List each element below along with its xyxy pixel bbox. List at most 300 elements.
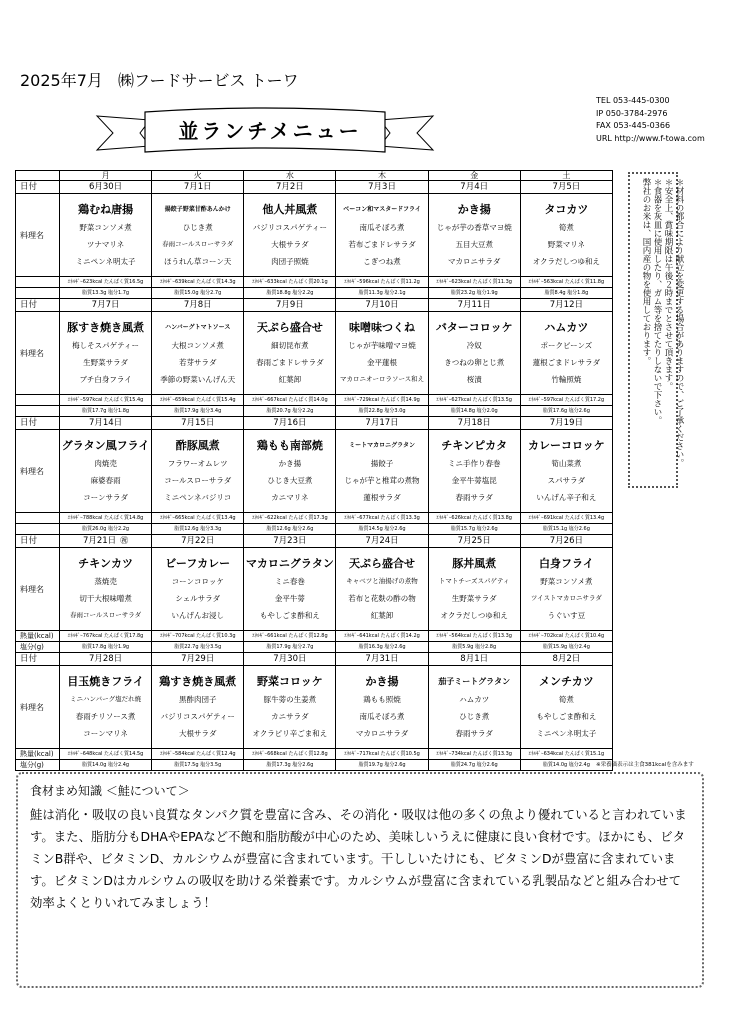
main-dish: かき揚 [365,675,399,688]
side-dish: 五目大豆煮 [455,240,493,249]
date-text: 7月7日 [91,300,120,310]
side-dish: カニサラダ [271,712,309,721]
main-dish: 酢豚風煮 [175,439,220,452]
side-dish: ミニペンネバジリコ [164,493,232,502]
date-cell [152,653,244,666]
company-name: ㈱フードサービス トーワ [118,71,299,90]
energy-row [16,395,613,406]
main-dish: 天ぷら盛合せ [256,321,323,334]
main-dish: 他人丼風煮 [262,203,318,216]
menu-label: 料理名 [16,548,60,631]
side-dish: キャベツと油揚げの煮物 [346,577,418,585]
menu-cell [336,312,428,395]
main-dish: 味噌味つくね [349,321,416,334]
side-dish: 春雨サラダ [455,729,493,738]
side-dish: 春雨コールスローサラダ [162,240,234,248]
menu-cell [520,430,612,513]
date-cell [428,535,520,548]
main-dish: 豚丼風煮 [452,557,497,570]
energy-cell: ｴﾈﾙｷﾞｰ665kcal たんぱく質13.4g [152,513,244,524]
side-dish: 春雨サラダ [455,493,493,502]
menu-cell [244,548,336,631]
energy-cell: ｴﾈﾙｷﾞｰ667kcal たんぱく質14.0g [244,395,336,406]
date-cell [520,535,612,548]
date-label: 日付 [16,299,60,312]
side-dish: 若布ごまドレサラダ [348,240,416,249]
side-dish: 蓮根サラダ [363,493,401,502]
side-dish: 春雨ごまドレサラダ [256,358,324,367]
side-dish: 肉焼売 [94,459,117,468]
main-dish: 揚餃子野菜甘酢あんかけ [164,206,231,213]
side-dish: 冷奴 [466,341,482,350]
energy-cell: ｴﾈﾙｷﾞｰ659kcal たんぱく質15.4g [152,395,244,406]
date-text: 7月12日 [549,300,583,310]
energy-row [16,631,613,642]
weekday-cell: 月 [60,171,152,181]
menu-cell [520,194,612,277]
menu-cell [152,548,244,631]
side-dish: 梅しそスパゲティー [72,341,140,350]
menu-cell [60,666,152,749]
side-dish: 南瓜そぼろ煮 [359,223,405,232]
salt-cell: 脂質19.7g 塩分2.6g [336,760,428,771]
side-dish: ツナマリネ [86,240,125,249]
energy-cell: ｴﾈﾙｷﾞｰ729kcal たんぱく質14.9g [336,395,428,406]
menu-cell [152,430,244,513]
salt-cell: 脂質23.2g 塩分1.9g [428,288,520,299]
side-dish: ひじき大豆煮 [267,476,313,485]
date-label: 日付 [16,535,60,548]
energy-cell: ｴﾈﾙｷﾞｰ702kcal たんぱく質10.4g [520,631,612,642]
salt-cell: 脂質14.0g 塩分2.4g [520,760,612,771]
side-dish: シェルサラダ [175,594,221,603]
date-cell [336,653,428,666]
main-dish: カレーコロッケ [528,439,605,452]
menu-label: 料理名 [16,666,60,749]
header-date: 2025年7月 [20,71,103,90]
date-cell [336,299,428,312]
side-dish: オクラだしつゆ和え [440,611,508,620]
side-dish: ミニペンネ明太子 [75,257,136,266]
energy-row [16,749,613,760]
date-text: 7月9日 [275,300,304,310]
energy-label [16,277,60,288]
main-dish: チキンピカタ [441,439,508,452]
date-text: 7月15日 [181,418,215,428]
energy-cell: ｴﾈﾙｷﾞｰ634kcal たんぱく質15.1g [520,749,612,760]
menu-cell [520,548,612,631]
date-cell [244,653,336,666]
menu-table [15,170,613,771]
date-text: 7月3日 [368,182,396,192]
salt-cell: 脂質13.3g 塩分1.7g [60,288,152,299]
main-dish: ビーフカレー [165,557,231,570]
date-cell [428,299,520,312]
menu-cell [152,194,244,277]
side-dish: 切干大根味噌煮 [79,594,132,603]
energy-cell: ｴﾈﾙｷﾞｰ563kcal たんぱく質11.8g [520,277,612,288]
side-dish: コーンコロッケ [171,577,224,586]
salt-cell: 脂質17.9g 塩分3.4g [152,406,244,417]
main-dish: 鶏もも南部焼 [256,439,323,452]
side-dish: じゃが芋味噌マヨ焼 [348,341,416,350]
salt-cell: 脂質15.9g 塩分2.4g [520,642,612,653]
energy-cell: ｴﾈﾙｷﾞｰ668kcal たんぱく質12.8g [244,749,336,760]
menu-cell [336,194,428,277]
side-dish: コールスローサラダ [164,476,232,485]
date-cell [152,535,244,548]
salt-cell: 脂質17.5g 塩分3.5g [152,760,244,771]
date-cell [60,299,152,312]
side-dish: トマトチーズスパゲティ [438,577,510,585]
side-dish: きつねの卵とじ煮 [444,358,505,367]
menu-cell [520,312,612,395]
date-text: 7月26日 [549,536,583,546]
main-dish: ミートマカロニグラタン [349,442,416,449]
side-dish: もやしごま酢和え [536,712,597,721]
salt-cell: 脂質20.7g 塩分2.2g [244,406,336,417]
date-text: 7月25日 [457,536,491,546]
side-dish: 紅葉卸 [278,375,302,384]
salt-cell: 脂質14.0g 塩分2.4g [60,760,152,771]
menu-row [16,548,613,631]
menu-cell [428,194,520,277]
salt-cell: 脂質24.7g 塩分2.6g [428,760,520,771]
side-dish: ほうれん草コーン天 [164,257,232,266]
side-dish: ツイストマカロニサラダ [530,594,602,602]
date-row [16,417,613,430]
salt-cell: 脂質17.7g 塩分1.8g [60,406,152,417]
energy-row [16,513,613,524]
side-dish: マカロニサラダ [355,729,409,738]
date-cell [520,417,612,430]
energy-cell: ｴﾈﾙｷﾞｰ767kcal たんぱく質17.8g [60,631,152,642]
menu-cell [244,312,336,395]
energy-cell: ｴﾈﾙｷﾞｰ641kcal たんぱく質14.2g [336,631,428,642]
date-text: 7月22日 [181,536,215,546]
salt-row [16,406,613,417]
date-text: 7月10日 [365,300,399,310]
menu-cell [60,194,152,277]
energy-cell: ｴﾈﾙｷﾞｰ691kcal たんぱく質13.4g [520,513,612,524]
menu-cell [152,312,244,395]
salt-row [16,642,613,653]
energy-cell: ｴﾈﾙｷﾞｰ627kcal たんぱく質13.5g [428,395,520,406]
menu-cell [428,430,520,513]
menu-cell [428,312,520,395]
date-cell [60,653,152,666]
date-label: 日付 [16,181,60,194]
energy-cell: ｴﾈﾙｷﾞｰ622kcal たんぱく質17.3g [244,513,336,524]
side-dish: 大根コンソメ煮 [171,341,224,350]
side-dish: 桜漬 [466,375,482,384]
date-text: 7月16日 [273,418,307,428]
date-text: 7月2日 [275,182,304,192]
menu-row [16,666,613,749]
date-row [16,653,613,666]
energy-cell: ｴﾈﾙｷﾞｰ626kcal たんぱく質13.8g [428,513,520,524]
menu-cell [244,430,336,513]
date-cell [428,653,520,666]
menu-label: 料理名 [16,194,60,277]
side-dish: オクラだしつゆ和え [532,257,601,266]
salt-cell: 脂質17.9g 塩分2.7g [244,642,336,653]
side-dish: 竹輪照焼 [551,375,582,384]
menu-label: 料理名 [16,312,60,395]
side-dish: ブチ白身フライ [79,375,132,384]
salt-cell: 脂質15.7g 塩分2.6g [428,524,520,535]
date-cell [428,181,520,194]
side-dish: ミニ手作り春巻 [447,459,501,468]
date-text: 7月5日 [552,182,581,192]
date-cell [428,417,520,430]
menu-cell [152,666,244,749]
energy-cell: ｴﾈﾙｷﾞｰ584kcal たんぱく質12.4g [152,749,244,760]
main-dish: バターコロッケ [435,321,513,334]
side-dish: コーンサラダ [83,493,128,502]
salt-cell: 脂質22.7g 塩分3.5g [152,642,244,653]
energy-cell: ｴﾈﾙｷﾞｰ597kcal たんぱく質17.2g [520,395,612,406]
date-text: 7月8日 [183,300,212,310]
menu-row [16,312,613,395]
side-dish: 蓮根ごまドレサラダ [532,358,601,367]
salt-cell: 脂質12.6g 塩分3.3g [152,524,244,535]
side-dish: 金平牛蒡塩昆 [451,476,497,485]
date-text: 7月30日 [273,654,307,664]
weekday-row [16,171,613,181]
side-dish: うぐいす豆 [547,611,586,620]
salt-cell: 脂質22.8g 塩分3.0g [336,406,428,417]
side-dish: 野菜マリネ [547,240,586,249]
salt-cell: 脂質12.6g 塩分2.6g [244,524,336,535]
salt-label: 塩分(g) [16,760,60,771]
date-text: 7月18日 [457,418,491,428]
energy-label [16,395,60,406]
date-label: 日付 [16,653,60,666]
date-cell [336,535,428,548]
main-dish: ハムカツ [544,321,589,334]
date-cell [60,417,152,430]
salt-row [16,524,613,535]
date-text: 8月2日 [552,654,581,664]
corner-cell [16,171,60,181]
date-text: 8月1日 [460,654,489,664]
side-dish: 大根サラダ [271,240,309,249]
salt-cell: 脂質5.9g 塩分2.8g [428,642,520,653]
date-row [16,299,613,312]
contact-block [596,95,705,145]
menu-cell [60,312,152,395]
energy-cell: ｴﾈﾙｷﾞｰ661kcal たんぱく質12.8g [244,631,336,642]
contact-ip: IP 050-3784-2976 [596,108,668,118]
side-dish: 筍煮 [558,695,574,704]
menu-cell [428,548,520,631]
side-dish: 蒸焼売 [94,577,117,586]
side-dish: コーンマリネ [83,729,128,738]
salt-cell: 脂質8.4g 塩分1.8g [520,288,612,299]
main-dish: ベーコン和マスタードフライ [343,206,421,213]
date-text: 7月29日 [181,654,215,664]
date-row [16,181,613,194]
menu-cell [428,666,520,749]
side-dish: 生野菜サラダ [83,358,129,367]
main-dish: 茄子ミートグラタン [438,677,511,686]
side-dish: ミニペンネ明太子 [536,729,597,738]
date-text: 7月17日 [365,418,399,428]
energy-cell: ｴﾈﾙｷﾞｰ597kcal たんぱく質15.4g [60,395,152,406]
energy-label: 熱量(kcal) [16,749,60,760]
side-dish: ミニハンバーグ塩だれ焼 [70,695,142,703]
side-dish: 麻婆春雨 [90,476,121,485]
date-cell [520,653,612,666]
side-dish: 金平蓮根 [367,358,398,367]
salt-cell: 脂質17.8g 塩分1.9g [60,642,152,653]
side-dish: ポークビーンズ [540,341,593,350]
side-dish: 南瓜そぼろ煮 [359,712,405,721]
side-dish: 若芽サラダ [179,358,217,367]
salt-label: 塩分(g) [16,642,60,653]
date-cell [244,299,336,312]
date-text: 7月23日 [273,536,307,546]
weekday-cell: 火 [152,171,244,181]
date-text: 7月24日 [365,536,399,546]
contact-url[interactable]: URL http://www.f-towa.com [596,133,705,143]
main-dish: 鶏すき焼き風煮 [159,675,237,688]
main-dish: 野菜コロッケ [257,675,323,688]
side-dish: 鶏もも照焼 [363,695,401,704]
holiday-mark: ㊗ [120,536,129,545]
side-dish: 揚餃子 [370,459,394,468]
side-dish: 紅葉卸 [370,611,394,620]
salt-cell: 脂質11.3g 塩分2.1g [336,288,428,299]
energy-cell: ｴﾈﾙｷﾞｰ633kcal たんぱく質20.1g [244,277,336,288]
salt-cell: 脂質16.3g 塩分2.6g [336,642,428,653]
side-dish: 金平牛蒡 [274,594,305,603]
side-dish: じゃが芋の香草マヨ焼 [436,223,512,232]
side-dish: ひじき煮 [459,712,490,721]
date-cell [152,181,244,194]
date-cell [520,181,612,194]
energy-label [16,513,60,524]
side-dish: カニマリネ [271,493,309,502]
energy-cell: ｴﾈﾙｷﾞｰ564kcal たんぱく質13.3g [428,631,520,642]
main-dish: 目玉焼きフライ [67,675,144,688]
side-dish: ミニ春巻 [274,577,305,586]
side-dish: 生野菜サラダ [451,594,497,603]
date-row [16,535,613,548]
menu-cell [520,666,612,749]
side-dish: ハムカツ [459,695,490,704]
energy-cell: ｴﾈﾙｷﾞｰ717kcal たんぱく質10.5g [336,749,428,760]
menu-cell [60,430,152,513]
side-dish: いんげん辛子和え [536,493,597,502]
main-dish: メンチカツ [539,675,594,688]
energy-cell: ｴﾈﾙｷﾞｰ707kcal たんぱく質10.3g [152,631,244,642]
energy-cell: ｴﾈﾙｷﾞｰ734kcal たんぱく質13.3g [428,749,520,760]
salt-cell: 脂質17.6g 塩分2.6g [520,406,612,417]
side-dish: 季節の野菜いんげん天 [160,375,236,384]
side-dish: こぎつね煮 [363,257,401,266]
knowledge-title: 食材まめ知識 ＜鮭について＞ [30,784,190,798]
main-dish: 白身フライ [539,557,594,570]
side-dish: 春雨チリソース煮 [75,712,136,721]
menu-row [16,430,613,513]
side-dish: 豚牛蒡の生姜煮 [263,695,317,704]
side-dish: 野菜コンソメ煮 [540,577,593,586]
side-dish: マカロニオーロラソース和え [339,375,425,383]
menu-cell [244,666,336,749]
menu-cell [336,430,428,513]
side-dish: 肉団子照焼 [271,257,309,266]
menu-cell [244,194,336,277]
main-dish: タコカツ [544,203,589,216]
main-dish: 豚すき焼き風煮 [67,321,145,334]
weekday-cell: 木 [336,171,428,181]
salt-cell: 脂質15.0g 塩分2.7g [152,288,244,299]
date-text: 7月28日 [88,654,123,664]
date-cell [520,299,612,312]
date-cell [152,299,244,312]
main-dish: かき揚 [457,203,491,216]
side-dish: バジリコスパゲティー [252,223,328,232]
salt-label [16,524,60,535]
header-title [20,68,309,91]
date-text: 7月31日 [365,654,399,664]
salt-label [16,406,60,417]
date-text: 7月1日 [183,182,212,192]
notice-text: ＊材料の都合により献立を変更する場合がありますので、ご了承ください。 ＊安全上、賞味期限は午後２時までとさせて頂きます。 ＊食器を灰皿に使用したり、ガム等を捨てたりしないで下さい。 弊社のお米は、国内産の物を使用しております。 [641,178,684,467]
side-dish: いんげんお浸し [171,611,224,620]
menu-cell [336,548,428,631]
contact-tel: TEL 053-445-0300 [596,96,670,105]
salt-cell: 脂質14.5g 塩分2.6g [336,524,428,535]
salt-cell: 脂質17.3g 塩分2.6g [244,760,336,771]
side-dish: もやしごま酢和え [259,611,320,620]
menu-label: 料理名 [16,430,60,513]
date-text: 6月30日 [88,182,123,192]
side-dish: オクラピリ辛ごま和え [252,729,328,738]
side-dish: 大根サラダ [179,729,217,738]
main-dish: チキンカツ [78,557,134,570]
side-dish: 筍煮 [558,223,574,232]
side-dish: 若布と花麩の酢の物 [348,594,416,603]
salt-row [16,760,613,771]
contact-fax: FAX 053-445-0366 [596,121,671,130]
main-dish: グラタン風フライ [61,439,150,452]
date-cell [244,535,336,548]
date-cell [244,417,336,430]
date-label: 日付 [16,417,60,430]
main-dish: ハンバーグトマトソース [165,324,231,331]
energy-cell: ｴﾈﾙｷﾞｰ596kcal たんぱく質11.2g [336,277,428,288]
date-text: 7月21日 [82,536,117,546]
side-dish: じゃが芋と椎茸の煮物 [344,476,420,485]
energy-cell: ｴﾈﾙｷﾞｰ639kcal たんぱく質14.3g [152,277,244,288]
side-dish: ひじき煮 [182,223,213,232]
side-dish: スパサラダ [547,476,586,485]
knowledge-body: 鮭は消化・吸収の良い良質なタンパク質を豊富に含み、その消化・吸収は他の多くの魚より優れていると言われています。また、脂肪分もDHAやEPAなど不飽和脂肪酸が中心のため、美味しいうえに健康に良い食材です。ほかにも、ビタミンB群や、ビタミンD、カルシウムが豊富に含まれています。干ししいたけにも、ビタミンDが豊富に含まれています。ビタミンDはカルシウムの吸収を助ける栄養素です。カルシウムが豊富に含まれている乳製品などと組み合わせて効率よくとりいれてみましょう！ [30,807,687,910]
salt-cell: 脂質14.8g 塩分2.0g [428,406,520,417]
energy-cell: ｴﾈﾙｷﾞｰ788kcal たんぱく質14.8g [60,513,152,524]
date-cell [60,181,152,194]
weekday-cell: 金 [428,171,520,181]
side-dish: フラワーオムレツ [167,459,228,468]
date-text: 7月14日 [88,418,123,428]
energy-cell: ｴﾈﾙｷﾞｰ677kcal たんぱく質13.3g [336,513,428,524]
main-dish: マカロニグラタン [245,557,334,570]
salt-row [16,288,613,299]
weekday-cell: 水 [244,171,336,181]
